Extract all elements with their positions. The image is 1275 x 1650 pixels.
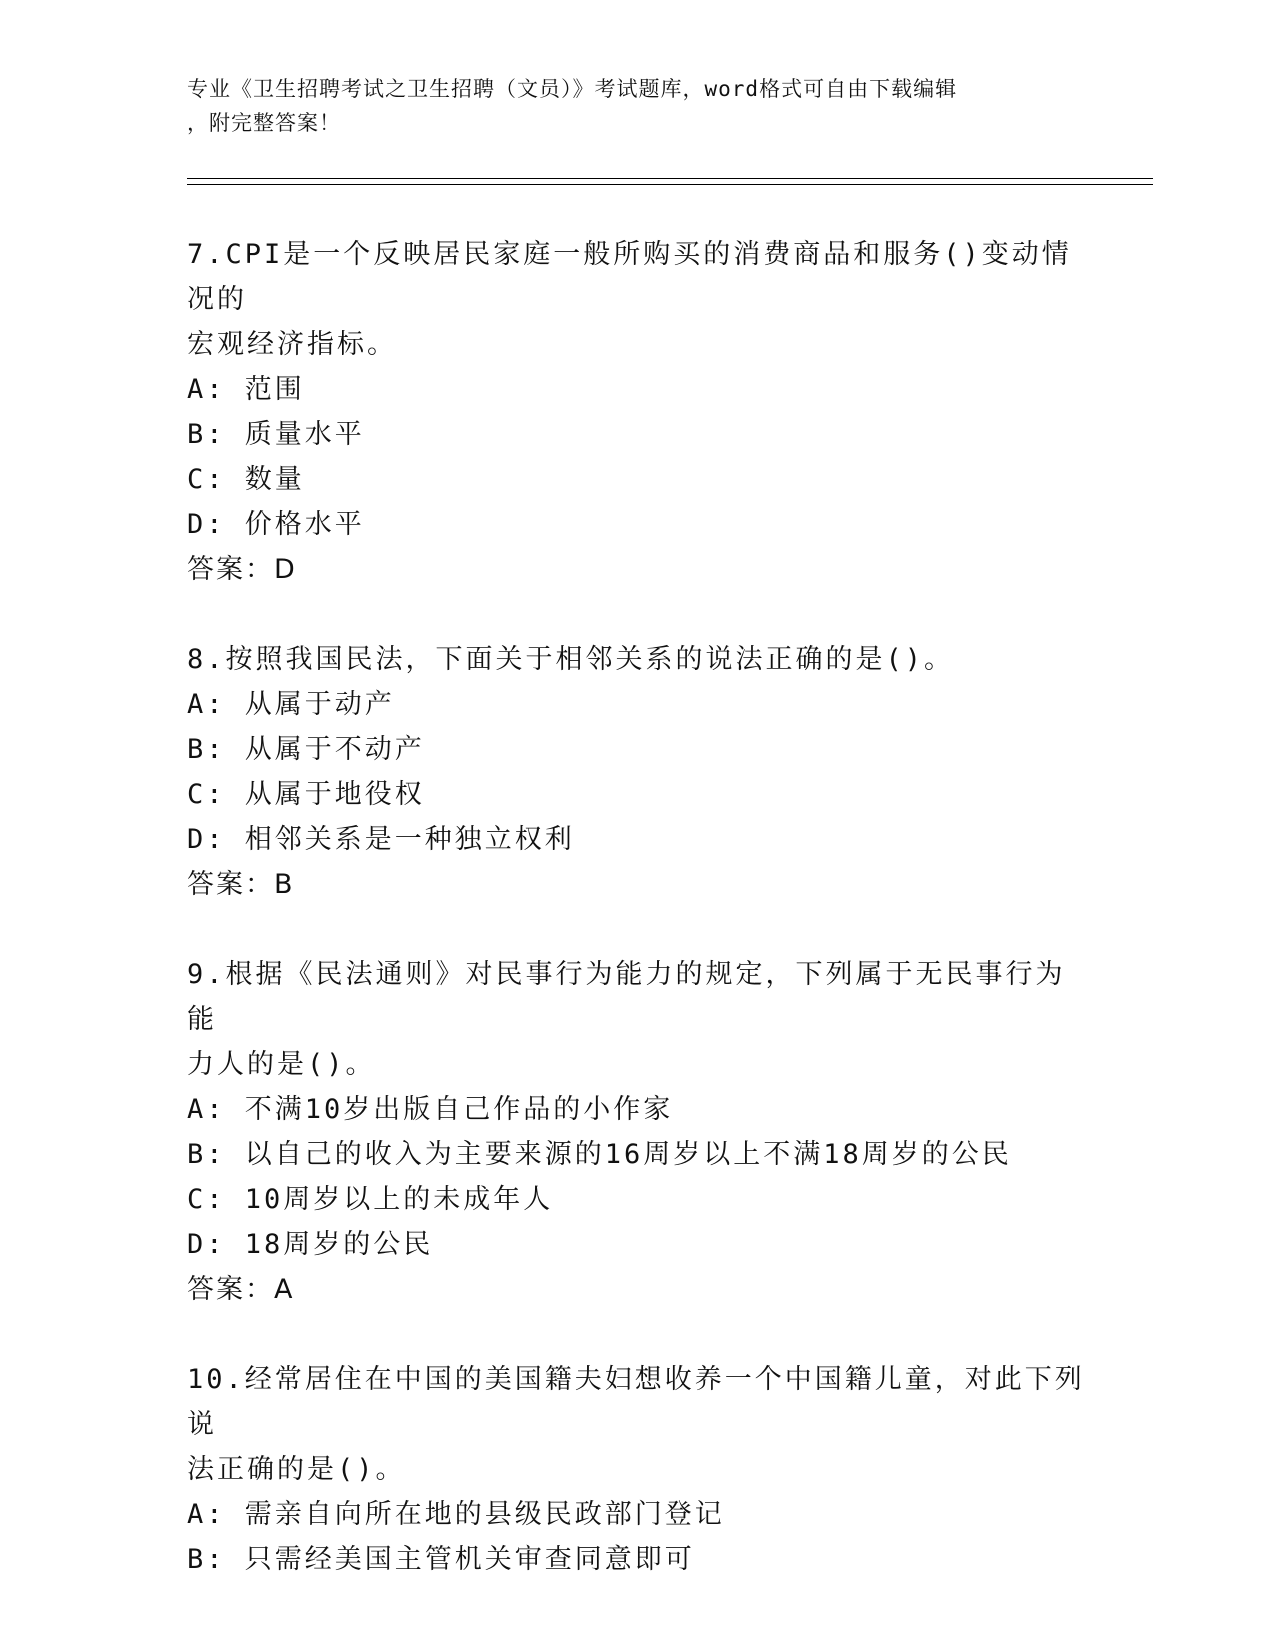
answer: 答案：B — [187, 869, 295, 900]
header-rule-bottom — [187, 184, 1153, 185]
option-b: B: 质量水平 — [187, 419, 365, 450]
question-list — [187, 232, 1087, 1627]
document-header — [187, 72, 1067, 140]
header-line-2: ，附完整答案！ — [187, 111, 341, 135]
option-a: A: 需亲自向所在地的县级民政部门登记 — [187, 1499, 725, 1530]
question-stem: 9.根据《民法通则》对民事行为能力的规定，下列属于无民事行为能 — [187, 959, 1066, 1035]
header-line-1: 专业《卫生招聘考试之卫生招聘（文员）》考试题库，word格式可自由下载编辑 — [187, 77, 958, 101]
answer: 答案：D — [187, 554, 297, 585]
option-a: A: 不满10岁出版自己作品的小作家 — [187, 1094, 674, 1125]
option-d: D: 18周岁的公民 — [187, 1229, 434, 1260]
option-c: C: 10周岁以上的未成年人 — [187, 1184, 554, 1215]
option-b: B: 只需经美国主管机关审查同意即可 — [187, 1544, 695, 1575]
option-c: C: 数量 — [187, 464, 305, 495]
question-stem-continued: 宏观经济指标。 — [187, 329, 397, 360]
option-d: D: 价格水平 — [187, 509, 365, 540]
question-7 — [187, 232, 1087, 592]
question-10 — [187, 1357, 1087, 1582]
option-a: A: 从属于动产 — [187, 689, 395, 720]
question-stem: 10.经常居住在中国的美国籍夫妇想收养一个中国籍儿童，对此下列说 — [187, 1364, 1085, 1440]
option-b: B: 从属于不动产 — [187, 734, 425, 765]
question-stem-continued: 力人的是()。 — [187, 1049, 376, 1080]
question-stem: 7.CPI是一个反映居民家庭一般所购买的消费商品和服务()变动情况的 — [187, 239, 1072, 315]
question-9 — [187, 952, 1087, 1312]
option-a: A: 范围 — [187, 374, 305, 405]
option-d: D: 相邻关系是一种独立权利 — [187, 824, 575, 855]
option-c: C: 从属于地役权 — [187, 779, 425, 810]
question-stem: 8.按照我国民法，下面关于相邻关系的说法正确的是()。 — [187, 644, 955, 675]
option-b: B: 以自己的收入为主要来源的16周岁以上不满18周岁的公民 — [187, 1139, 1012, 1170]
question-8 — [187, 637, 1087, 907]
answer: 答案：A — [187, 1274, 295, 1305]
header-rule-top — [187, 178, 1153, 179]
question-stem-continued: 法正确的是()。 — [187, 1454, 406, 1485]
